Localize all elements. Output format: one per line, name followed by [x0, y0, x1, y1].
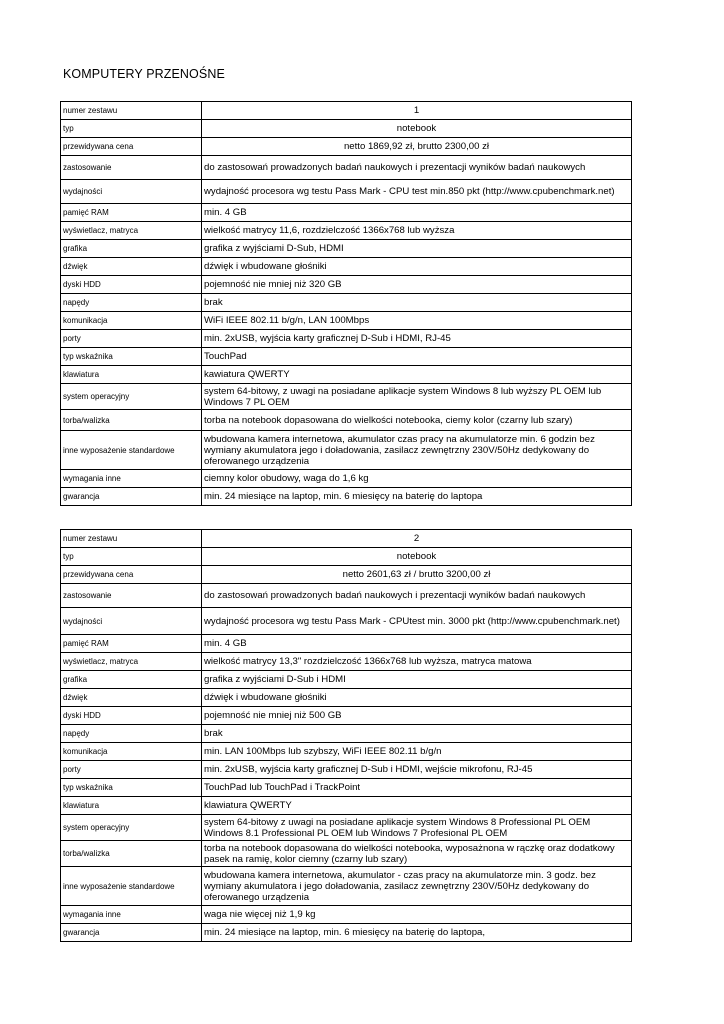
- table-row: [61, 906, 632, 924]
- table-row: [61, 120, 632, 138]
- spec-table-set-2: [60, 529, 632, 942]
- row-label: system operacyjny: [61, 384, 202, 410]
- table-row: [61, 671, 632, 689]
- table-row: [61, 867, 632, 906]
- row-value: min. 4 GB: [202, 204, 632, 222]
- row-label: dyski HDD: [61, 707, 202, 725]
- table-row: [61, 156, 632, 180]
- table-row: [61, 204, 632, 222]
- table-row: [61, 312, 632, 330]
- row-label: porty: [61, 330, 202, 348]
- row-label: system operacyjny: [61, 815, 202, 841]
- row-label: zastosowanie: [61, 156, 202, 180]
- table-row: [61, 841, 632, 867]
- table-row: [61, 815, 632, 841]
- row-label: numer zestawu: [61, 530, 202, 548]
- row-label: dźwięk: [61, 689, 202, 707]
- table-row: [61, 180, 632, 204]
- row-value: min. LAN 100Mbps lub szybszy, WiFi IEEE 802.11 b/g/n: [202, 743, 632, 761]
- row-value: system 64-bitowy, z uwagi na posiadane aplikacje system Windows 8 lub wyższy PL OEM lub Windows 7 PL OEM: [202, 384, 632, 410]
- table-row: [61, 294, 632, 312]
- row-value: do zastosowań prowadzonych badań naukowych i prezentacji wyników badań naukowych: [202, 156, 632, 180]
- row-value: min. 2xUSB, wyjścia karty graficznej D-Sub i HDMI, RJ-45: [202, 330, 632, 348]
- table-row: [61, 384, 632, 410]
- row-value: min. 4 GB: [202, 635, 632, 653]
- table-row: [61, 488, 632, 506]
- row-value: WiFi IEEE 802.11 b/g/n, LAN 100Mbps: [202, 312, 632, 330]
- row-value: wbudowana kamera internetowa, akumulator czas pracy na akumulatorze min. 6 godzin bez wymiany akumulatora jego i doładowania, zasilacz zewnętrzny 230V/50Hz dedykowany do oferowanego urządzenia: [202, 431, 632, 470]
- row-value: pojemność nie mniej niż 500 GB: [202, 707, 632, 725]
- row-value: waga nie więcej niż 1,9 kg: [202, 906, 632, 924]
- row-value: netto 1869,92 zł, brutto 2300,00 zł: [202, 138, 632, 156]
- row-value: 2: [202, 530, 632, 548]
- table-row: [61, 330, 632, 348]
- row-label: klawiatura: [61, 366, 202, 384]
- row-label: inne wyposażenie standardowe: [61, 431, 202, 470]
- table-row: [61, 348, 632, 366]
- table-row: [61, 797, 632, 815]
- table-row: [61, 608, 632, 635]
- row-label: gwarancja: [61, 924, 202, 942]
- row-label: dyski HDD: [61, 276, 202, 294]
- row-value: dźwięk i wbudowane głośniki: [202, 689, 632, 707]
- table-row: [61, 725, 632, 743]
- row-value: wielkość matrycy 13,3" rozdzielczość 1366x768 lub wyższa, matryca matowa: [202, 653, 632, 671]
- row-label: komunikacja: [61, 312, 202, 330]
- row-value: do zastosowań prowadzonych badań naukowych i prezentacji wyników badań naukowych: [202, 584, 632, 608]
- row-label: torba/walizka: [61, 410, 202, 431]
- row-label: wydajności: [61, 180, 202, 204]
- table-row: [61, 653, 632, 671]
- table-row: [61, 258, 632, 276]
- row-value: 1: [202, 102, 632, 120]
- row-label: torba/walizka: [61, 841, 202, 867]
- row-value: dźwięk i wbudowane głośniki: [202, 258, 632, 276]
- table-row: [61, 689, 632, 707]
- row-value: wielkość matrycy 11,6, rozdzielczość 1366x768 lub wyższa: [202, 222, 632, 240]
- row-value: torba na notebook dopasowana do wielkości notebooka, ciemy kolor (czarny lub szary): [202, 410, 632, 431]
- table-row: [61, 761, 632, 779]
- spec-table-set-1: [60, 101, 632, 506]
- row-label: napędy: [61, 294, 202, 312]
- row-label: wydajności: [61, 608, 202, 635]
- row-label: wymagania inne: [61, 470, 202, 488]
- table-row: [61, 366, 632, 384]
- row-value: grafika z wyjściami D-Sub, HDMI: [202, 240, 632, 258]
- row-value: brak: [202, 725, 632, 743]
- row-label: porty: [61, 761, 202, 779]
- row-value: TouchPad: [202, 348, 632, 366]
- row-label: przewidywana cena: [61, 566, 202, 584]
- table-row: [61, 635, 632, 653]
- row-label: wymagania inne: [61, 906, 202, 924]
- row-value: torba na notebook dopasowana do wielkości notebooka, wyposażnona w rączkę oraz dodatkowy pasek na ramię, kolor ciemny (czarny lub szary): [202, 841, 632, 867]
- row-value: notebook: [202, 548, 632, 566]
- row-value: klawiatura QWERTY: [202, 797, 632, 815]
- row-value: brak: [202, 294, 632, 312]
- row-value: pojemność nie mniej niż 320 GB: [202, 276, 632, 294]
- row-label: gwarancja: [61, 488, 202, 506]
- row-value: notebook: [202, 120, 632, 138]
- row-label: typ wskaźnika: [61, 779, 202, 797]
- page-title: KOMPUTERY PRZENOŚNE: [63, 67, 225, 81]
- table-row: [61, 138, 632, 156]
- table-row: [61, 102, 632, 120]
- row-label: numer zestawu: [61, 102, 202, 120]
- table-row: [61, 548, 632, 566]
- row-value: min. 24 miesiące na laptop, min. 6 miesięcy na baterię do laptopa: [202, 488, 632, 506]
- row-label: typ: [61, 120, 202, 138]
- table-row: [61, 924, 632, 942]
- row-value: system 64-bitowy z uwagi na posiadane aplikacje system Windows 8 Professional PL OEM Windows 8.1 Professional PL OEM lub Windows 7 Profesional PL OEM: [202, 815, 632, 841]
- row-label: wyświetlacz, matryca: [61, 222, 202, 240]
- table-row: [61, 222, 632, 240]
- table-row: [61, 566, 632, 584]
- row-label: pamięć RAM: [61, 635, 202, 653]
- row-value: netto 2601,63 zł / brutto 3200,00 zł: [202, 566, 632, 584]
- row-value: kawiatura QWERTY: [202, 366, 632, 384]
- row-label: grafika: [61, 240, 202, 258]
- row-label: wyświetlacz, matryca: [61, 653, 202, 671]
- row-value: min. 24 miesiące na laptop, min. 6 miesięcy na baterię do laptopa,: [202, 924, 632, 942]
- row-label: komunikacja: [61, 743, 202, 761]
- row-value: grafika z wyjściami D-Sub i HDMI: [202, 671, 632, 689]
- table-row: [61, 779, 632, 797]
- row-label: typ: [61, 548, 202, 566]
- table-row: [61, 743, 632, 761]
- table-row: [61, 240, 632, 258]
- row-label: klawiatura: [61, 797, 202, 815]
- row-label: zastosowanie: [61, 584, 202, 608]
- row-label: przewidywana cena: [61, 138, 202, 156]
- row-label: typ wskaźnika: [61, 348, 202, 366]
- row-value: wbudowana kamera internetowa, akumulator - czas pracy na akumulatorze min. 3 godz. bez wymiany akumulatora i jego doładowania, zasilacz zewnętrzny 230V/50Hz dedykowany do oferowanego urządzenia: [202, 867, 632, 906]
- table-row: [61, 707, 632, 725]
- table-row: [61, 410, 632, 431]
- row-value: min. 2xUSB, wyjścia karty graficznej D-Sub i HDMI, wejście mikrofonu, RJ-45: [202, 761, 632, 779]
- table-row: [61, 431, 632, 470]
- row-label: napędy: [61, 725, 202, 743]
- table-row: [61, 530, 632, 548]
- table-row: [61, 470, 632, 488]
- table-row: [61, 584, 632, 608]
- table-row: [61, 276, 632, 294]
- row-label: pamięć RAM: [61, 204, 202, 222]
- row-label: inne wyposażenie standardowe: [61, 867, 202, 906]
- row-value: wydajność procesora wg testu Pass Mark - CPUtest min. 3000 pkt (http://www.cpubenchmark.net): [202, 608, 632, 635]
- row-label: dźwięk: [61, 258, 202, 276]
- row-value: ciemny kolor obudowy, waga do 1,6 kg: [202, 470, 632, 488]
- row-label: grafika: [61, 671, 202, 689]
- row-value: TouchPad lub TouchPad i TrackPoint: [202, 779, 632, 797]
- row-value: wydajność procesora wg testu Pass Mark - CPU test min.850 pkt (http://www.cpubenchmark.net): [202, 180, 632, 204]
